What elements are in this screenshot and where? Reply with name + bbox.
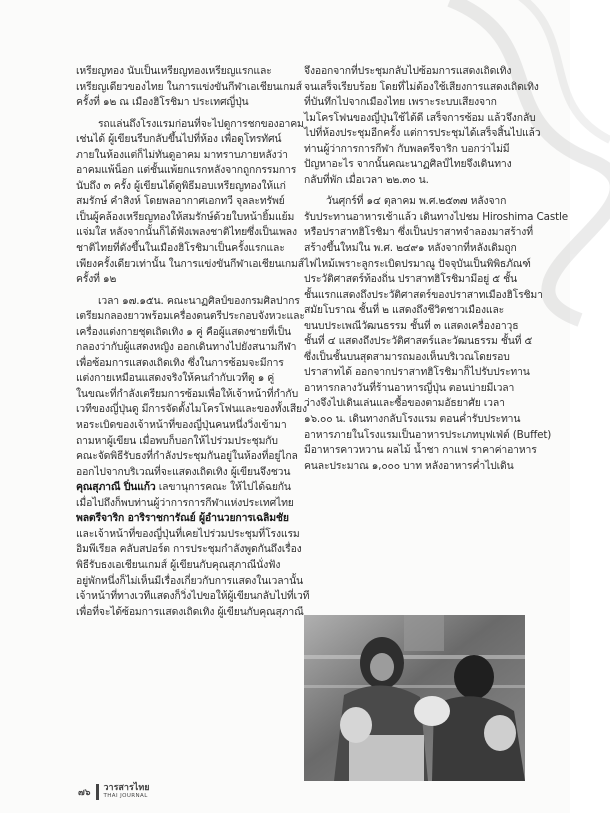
- text-line: สร้างขึ้นใหม่ใน พ.ศ. ๒๔๙๑ หลังจากที่หลังเดิมถูก: [304, 242, 517, 255]
- text-line: เหรียญทอง นับเป็นเหรียญทองเหรียญแรกและ: [76, 65, 272, 77]
- text-line: ปราสาทได้ ออกจากปราสาทฮิโรชิมาก็ไปรับประทาน: [304, 366, 530, 379]
- text-line: แจ่มใส หลังจากนั้นก็ได้ฟังเพลงชาติไทยซึ่งเป็นเพลง: [76, 226, 297, 239]
- magazine-name: วารสารไทย: [103, 783, 150, 793]
- right-paragraph-1: [304, 64, 541, 188]
- text-line: คนละประมาณ ๑,๐๐๐ บาท หลังอาหารค่ำไปเดิน: [304, 459, 514, 472]
- text-line: วันศุกร์ที่ ๑๔ ตุลาคม พ.ศ.๒๕๓๗ หลังจาก: [326, 195, 507, 208]
- text-line: ครั้งที่ ๑๒ ณ เมืองฮิโรชิมา ประเทศญี่ปุ่น: [76, 96, 249, 109]
- page-number: ๗๖: [78, 788, 91, 798]
- name-bold-line: พลตรีจาริก อาริราชการัณย์ ผู้อำนวยการเฉลิมชัย: [76, 512, 289, 525]
- left-paragraph-2: [76, 117, 304, 288]
- text-line: กลับที่พัก เมื่อเวลา ๒๒.๓๐ น.: [304, 173, 429, 186]
- page-footer: [78, 784, 150, 800]
- text-line: เมื่อไปถึงก็พบท่านผู้ว่าการการกีฬาแห่งประเทศไทย: [76, 496, 294, 509]
- text-line: แต่งกายเหมือนแสดงจริงให้คนกำกับเวทีดู ๑ คู่: [76, 372, 275, 385]
- text-line: เช่นได้ ผู้เขียนรีบกลับขึ้นไปที่ห้อง เพื่อดูโทรทัศน์: [76, 133, 282, 146]
- text-line: เพื่อซ้อมการแสดงเถิดเทิง ซึ่งในการซ้อมจะมีการ: [76, 356, 284, 369]
- text-line: ท่านผู้ว่าการการกีฬา กับพลตรีจาริก บอกว่าไม่มี: [304, 142, 510, 155]
- left-column: [76, 64, 310, 620]
- text-line: พิธีรับธงเอเชียนเกมส์ ผู้เขียนกับคุณสุภาณีนั่งฟัง: [76, 558, 281, 571]
- text-line: ภายในห้องแต่ก็ไม่ทันดูอาคม มาทราบภายหลังว่า: [76, 148, 288, 161]
- boxing-photo: [304, 615, 525, 781]
- text-line: [76, 480, 298, 496]
- text-line: ชั้นแรกแสดงถึงประวัติศาสตร์ของปราสาทเมืองฮิโรชิมา: [304, 288, 543, 301]
- text-line: เพียงครั้งเดียวเท่านั้น ในการแข่งขันกีฬาเอเชียนเกมส์: [76, 257, 304, 270]
- boxing-photo-illustration: [304, 615, 525, 781]
- text-line: ถามหาผู้เขียน เมื่อพบก็บอกให้ไปร่วมประชุมกับ: [76, 434, 278, 447]
- text-line: ปัญหาอะไร จากนั้นคณะนาฏศิลป์ไทยจึงเดินทาง: [304, 158, 512, 171]
- text-line: อยู่พักหนึ่งก็ไม่เห็นมีเรื่องเกี่ยวกับการแสดงในเวลานั้น: [76, 574, 304, 587]
- text-line: ไปที่ห้องประชุมอีกครั้ง แต่การประชุมได้เสร็จสิ้นไปแล้ว: [304, 127, 541, 140]
- magazine-logo: [96, 784, 149, 800]
- text-line: คณะจัดพิธีรับธงที่กำลังประชุมกันอยู่ในห้องที่อยู่ไกล: [76, 450, 298, 463]
- left-paragraph-3: [76, 294, 310, 620]
- text-line: อาหารกลางวันที่ร้านอาหารญี่ปุ่น ตอนบ่ายมีเวลา: [304, 381, 515, 394]
- text-line: ในขณะที่กำลังเตรียมการซ้อมเพื่อให้เจ้าหน้าที่กำกับ: [76, 387, 299, 400]
- text-line: รับประทานอาหารเช้าแล้ว เดินทางไปชม Hiroshima Castle: [304, 210, 569, 223]
- text-line: มีอาหารคาวหวาน ผลไม้ น้ำชา กาแฟ ราคาค่าอาหาร: [304, 444, 537, 457]
- text-line: ชั้นที่ ๔ แสดงถึงประวัติศาสตร์และวัฒนธรรม ชั้นที่ ๕: [304, 335, 533, 348]
- text-line: อาหารภายในโรงแรมเป็นอาหารประเภทบุฟเฟ่ต์ (Buffet): [304, 428, 552, 441]
- text-line: หอระเบิดของเจ้าหน้าที่ของญี่ปุ่นคนหนึ่งวิ่งเข้ามา: [76, 419, 287, 432]
- text-line: ที่บันทึกไปจากเมืองไทย เพราะระบบเสียงจาก: [304, 96, 497, 109]
- right-paragraph-2: [304, 194, 569, 474]
- text-line: จนเสร็จเรียบร้อย โดยที่ไม่ต้องใช้เสียงการแสดงเถิดเทิง: [304, 80, 539, 93]
- text-line: อาคมแพ้น็อก แต่ชั้นแพ้ยกแรกหลังจากถูกกรรมการ: [76, 164, 297, 177]
- text-line: และเจ้าหน้าที่ของญี่ปุ่นที่เคยไปร่วมประชุมที่โรงแรม: [76, 527, 300, 540]
- text-line: เครื่องแต่งกายชุดเถิดเทิง ๑ คู่ คือผู้แสดงชายที่เป็น: [76, 325, 291, 338]
- text-line: เจ้าหน้าที่ทางเวทีแสดงก็วิ่งไปขอให้ผู้เขียนกลับไปที่เวที: [76, 590, 310, 603]
- text-line: ว่างจึงไปเดินเล่นและซื้อของตามอัธยาศัย เวลา: [304, 397, 505, 410]
- text-line: เตรียมกลองยาวพร้อมเครื่องดนตรีประกอบจังหวะและ: [76, 310, 305, 323]
- name-bold: คุณสุภาณี ปิ่นแก้ว: [76, 481, 156, 494]
- text-line: ๑๖.๐๐ น. เดินทางกลับโรงแรม ตอนค่ำรับประทาน: [304, 413, 521, 426]
- right-column: [304, 64, 569, 474]
- text-line: รถแล่นถึงโรงแรมก่อนที่จะไปดูการชกของอาคม: [98, 117, 304, 130]
- text-line: จึงออกจากที่ประชุมกลับไปซ้อมการแสดงเถิดเทิง: [304, 65, 512, 77]
- text-line: อิมพีเรียล คลับสปอร์ต การประชุมกำลังพูดกันถึงเรื่อง: [76, 543, 302, 556]
- text-line: ไมโครโฟนของญี่ปุ่นใช้ได้ดี เสร็จการซ้อม แล้วจึงกลับ: [304, 111, 536, 124]
- text-line: เหรียญเดียวของไทย ในการแข่งขันกีฬาเอเชียนเกมส์: [76, 80, 302, 93]
- text-line: ประวัติศาสตร์ท้องถิ่น ปราสาทฮิโรชิมามีอยู่ ๕ ชั้น: [304, 273, 517, 286]
- text-line: ชาติไทยที่ดังขึ้นในเมืองฮิโรชิมาเป็นครั้งแรกและ: [76, 242, 285, 255]
- text-line: ซึ่งเป็นชั้นบนสุดสามารถมองเห็นบริเวณโดยรอบ: [304, 350, 510, 363]
- text-fragment: เลขานุการคณะ ให้ไปได้ฉยกัน: [155, 481, 291, 494]
- text-line: ไฟไหม้เพราะลูกระเบิดปรมาณู ปัจจุบันเป็นพิพิธภัณฑ์: [304, 257, 531, 270]
- text-line: ขนบประเพณีวัฒนธรรม ชั้นที่ ๓ แสดงเครื่องอาวุธ: [304, 319, 519, 332]
- text-line: สมัยโบราณ ชั้นที่ ๒ แสดงถึงชีวิตชาวเมืองและ: [304, 304, 505, 317]
- magazine-subtitle: THAI JOURNAL: [103, 793, 148, 799]
- text-line: เพื่อที่จะได้ซ้อมการแสดงเถิดเทิง ผู้เขียนกับคุณสุภาณี: [76, 605, 304, 618]
- text-line: สมรักษ์ คำสิงห์ โดยพลอากาศเอกทวี จุลละทรัพย์: [76, 195, 285, 208]
- text-line: เวลา ๑๗.๑๕น. คณะนาฏศิลป์ของกรมศิลปากร: [98, 294, 300, 307]
- text-line: นับถึง ๓ ครั้ง ผู้เขียนได้ดูพิธีมอบเหรียญทองให้แก่: [76, 179, 286, 192]
- text-line: เวทีของญี่ปุ่นดู มีการจัดตั้งไมโครโฟนและของทั้งเสียง: [76, 403, 307, 416]
- text-line: ออกไปจากบริเวณที่จะแสดงเถิดเทิง ผู้เขียนจึงชวน: [76, 465, 291, 478]
- text-line: หรือปราสาทฮิโรชิมา ซึ่งเป็นปราสาทจำลองมาสร้างที่: [304, 226, 533, 239]
- text-line: ครั้งที่ ๑๒: [76, 273, 117, 286]
- text-line: กลองว่ากับผู้แสดงหญิง ออกเดินทางไปยังสนามกีฬา: [76, 341, 297, 354]
- text-line: เป็นผู้คล้องเหรียญทองให้สมรักษ์ด้วยใบหน้ายิ้มแย้ม: [76, 210, 295, 223]
- left-paragraph-1: [76, 64, 302, 111]
